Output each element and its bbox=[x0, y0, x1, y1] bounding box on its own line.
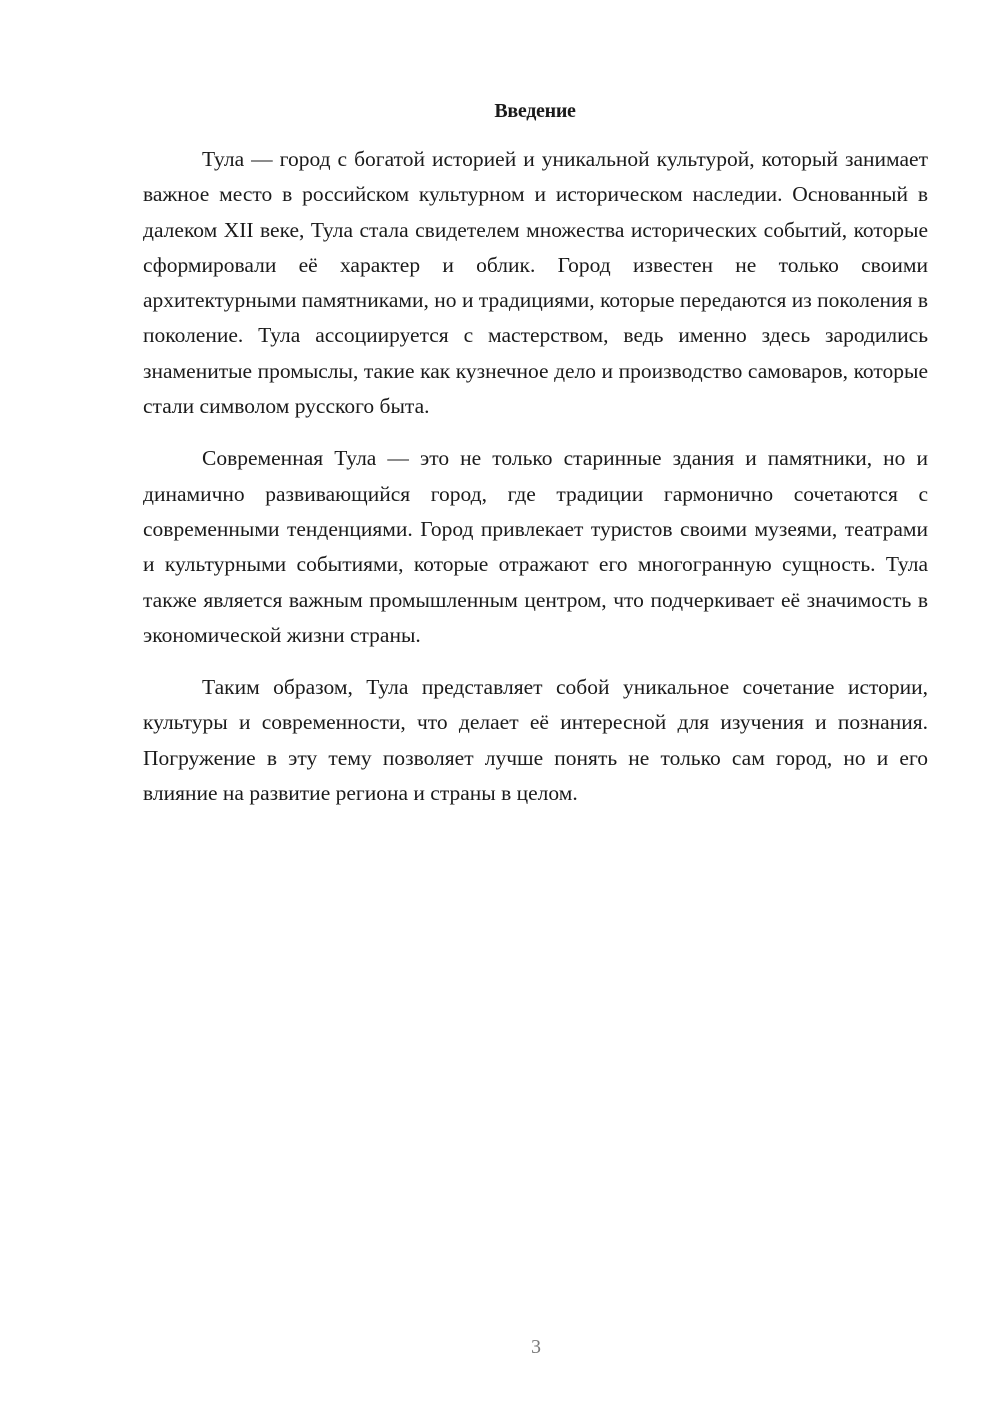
body-text bbox=[143, 142, 928, 811]
paragraph-2: Современная Тула — это не только старинные здания и памятники, но и динамично развивающийся город, где традиции гармонично сочетаются с современными тенденциями. Город привлекает туристов своими музеями, театрами и культурными событиями, которые отражают его многогранную сущность. Тула также является важным промышленным центром, что подчеркивает её значимость в экономической жизни страны. bbox=[143, 446, 928, 647]
paragraph-1: Тула — город с богатой историей и уникальной культурой, который занимает важное место в российском культурном и историческом наследии. Основанный в далеком XII веке, Тула стала свидетелем множества исторических событий, которые сформировали её характер и облик. Город известен не только своими архитектурными памятниками, но и традициями, которые передаются из поколения в поколение. Тула ассоциируется с мастерством, ведь именно здесь зародились знаменитые промыслы, такие как кузнечное дело и производство самоваров, которые стали символом русского быта. bbox=[143, 147, 928, 419]
page-number: 3 bbox=[531, 1336, 541, 1358]
page-title: Введение bbox=[494, 100, 576, 122]
paragraph-3: Таким образом, Тула представляет собой уникальное сочетание истории, культуры и современности, что делает её интересной для изучения и познания. Погружение в эту тему позволяет лучше понять не только сам город, но и его влияние на развитие региона и страны в целом. bbox=[143, 675, 928, 806]
